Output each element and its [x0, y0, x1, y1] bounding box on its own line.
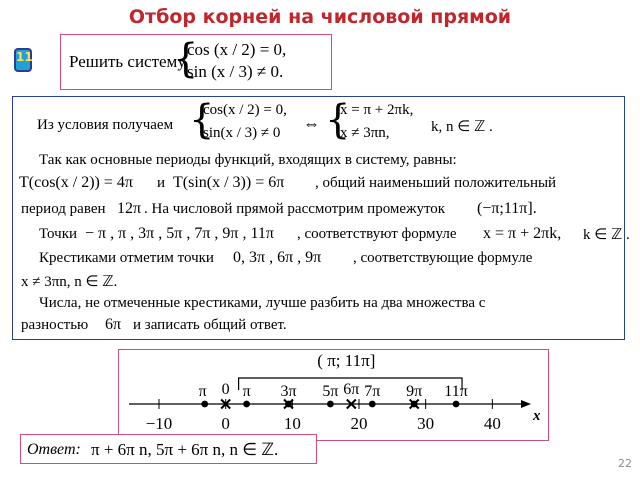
cross-points-list: 0, 3π , 6π , 9π — [233, 249, 322, 266]
solution-line-9-a: разностью — [21, 317, 89, 333]
root-dot-label: π — [198, 383, 207, 400]
axis-tick-label: 20 — [350, 414, 368, 433]
equivalence-icon: ⇔ — [303, 114, 320, 133]
solution-line-4-b: . На числовой прямой рассмотрим промежуток — [144, 201, 446, 217]
axis-variable-label: x — [533, 408, 541, 424]
interval-label: ( π; 11π] — [317, 351, 376, 370]
root-dot — [243, 401, 250, 408]
period-cos: T(cos(x / 2)) = 4π — [19, 174, 133, 191]
root-dot-label: 5π — [322, 383, 339, 400]
dot-points-list: − π , π , 3π , 5π , 7π , 9π , 11π — [85, 225, 274, 242]
answer-label: Ответ: — [27, 441, 81, 458]
k-domain: k ∈ ℤ . — [583, 227, 630, 243]
axis-tick-label: 0 — [221, 414, 230, 433]
solution-system2-eq1: x = π + 2πk, — [340, 102, 414, 118]
slide-title: Отбор корней на числовой прямой — [128, 6, 512, 28]
solution-system2-eq2: x ≠ 3πn, — [340, 125, 390, 141]
solution-line-9-b: и записать общий ответ. — [133, 317, 287, 333]
solution-line-4-a: период равен — [21, 201, 106, 217]
solution-line-1-suffix: k, n ∈ ℤ . — [431, 119, 493, 135]
root-dot-label: 3π — [280, 383, 297, 400]
solution-line-2: Так как основные периоды функций, входящих в систему, равны: — [39, 152, 457, 168]
axis-tick-label: 30 — [417, 414, 435, 433]
number-line-panel — [118, 349, 549, 441]
excluded-cross-label: 6π — [343, 381, 360, 398]
root-dot-label: π — [242, 383, 251, 400]
system-brace-icon: { — [189, 97, 215, 143]
axis-tick-label: 40 — [483, 414, 501, 433]
solution-line-3-tail: , общий наименьший положительный — [315, 175, 557, 191]
task-box — [60, 34, 332, 90]
task-equation-2: sin (x / 3) ≠ 0. — [187, 62, 284, 81]
interval-text: (−π;11π]. — [477, 200, 537, 217]
root-dot-label: 9π — [406, 383, 423, 400]
task-number-badge: 11 — [14, 48, 32, 72]
common-period: 12π — [117, 200, 142, 217]
number-line-chart — [119, 350, 548, 440]
root-dot-label: 7π — [364, 383, 381, 400]
task-label: Решить систему — [69, 52, 186, 71]
solution-line-5-b: , соответствуют формуле — [297, 226, 457, 242]
solution-line-6-b: , соответствующие формуле — [353, 250, 533, 266]
excluded-cross-label: 0 — [221, 381, 230, 398]
solution-box — [12, 96, 630, 340]
solution-line-6-a: Крестиками отметим точки — [39, 250, 214, 266]
solution-line-5-a: Точки — [39, 226, 78, 242]
root-dot — [201, 401, 208, 408]
system-brace-icon: { — [325, 97, 351, 143]
page-number: 22 — [618, 457, 632, 470]
root-dot — [453, 401, 460, 408]
answer-text: π + 6π n, 5π + 6π n, n ∈ ℤ. — [91, 440, 279, 459]
system-brace-icon: { — [173, 36, 199, 82]
axis-tick-label: 10 — [283, 414, 301, 433]
root-dot — [369, 401, 376, 408]
root-dot-label: 11π — [444, 383, 468, 400]
formula-n: x ≠ 3πn, n ∈ ℤ. — [21, 274, 118, 290]
period-sin: T(sin(x / 3)) = 6π — [173, 174, 285, 191]
solution-line-8: Числа, не отмеченные крестиками, лучше разбить на два множества с — [39, 295, 486, 311]
difference-value: 6π — [105, 316, 122, 333]
formula-k: x = π + 2πk, — [483, 225, 562, 242]
solution-system1-eq2: sin(x / 3) ≠ 0 — [203, 125, 281, 141]
axis-arrow-icon — [521, 400, 531, 408]
root-dot — [327, 401, 334, 408]
solution-line-1-prefix: Из условия получаем — [37, 117, 174, 133]
task-equation-1: cos (x / 2) = 0, — [187, 40, 287, 59]
and-word: и — [157, 175, 166, 191]
axis-tick-label: −10 — [145, 414, 173, 433]
solution-system1-eq1: cos(x / 2) = 0, — [203, 102, 287, 118]
answer-box — [20, 434, 317, 464]
